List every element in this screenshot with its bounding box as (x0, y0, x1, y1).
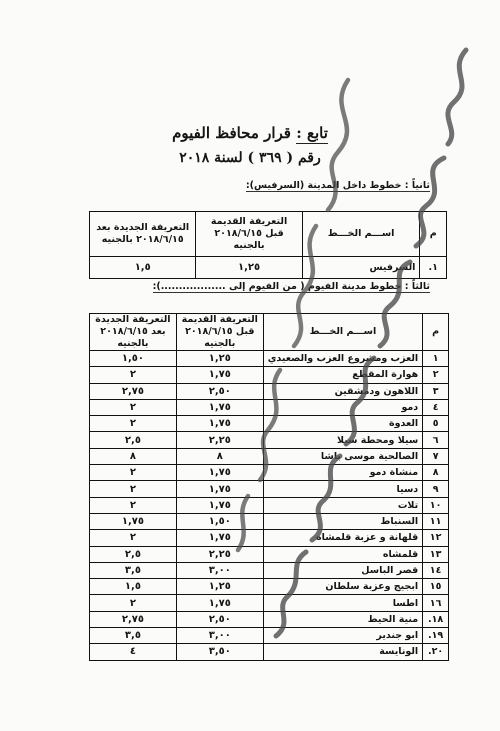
row-index: ١٢ (423, 530, 449, 546)
row-new-fare: ٢,٧٥ (90, 611, 177, 627)
row-line-name: تلات (263, 497, 423, 513)
table-row (90, 399, 449, 415)
table-row (90, 546, 449, 562)
row-new-fare: ٢ (90, 416, 177, 432)
table-row (90, 530, 449, 546)
row-line-name: اطسا (263, 595, 423, 611)
row-new-fare: ٣,٥ (90, 628, 177, 644)
col-new-fare-header: التعريفة الجديدة بعد ٢٠١٨/٦/١٥ بالجنيه (90, 212, 196, 257)
table-row (90, 351, 449, 367)
row-index: ٢ (423, 367, 449, 383)
table-row (90, 448, 449, 464)
row-old-fare: ٨ (176, 448, 263, 464)
row-line-name: السرفيس (302, 257, 420, 279)
row-line-name: السنباط (263, 513, 423, 529)
row-index: ١٨. (423, 611, 449, 627)
row-line-name: قلمشاه (263, 546, 423, 562)
row-old-fare: ١,٧٥ (176, 367, 263, 383)
row-new-fare: ٢,٥ (90, 546, 177, 562)
row-old-fare: ١,٧٥ (176, 530, 263, 546)
row-index: ٨ (423, 465, 449, 481)
row-index: ١ (423, 351, 449, 367)
row-old-fare: ٢,٥٠ (176, 383, 263, 399)
table-row (90, 513, 449, 529)
row-line-name: ابجيج وعزبة سلطان (263, 579, 423, 595)
page-title (0, 124, 500, 142)
row-index: ٦ (423, 432, 449, 448)
table-row (90, 416, 449, 432)
row-index: ٢٠. (423, 644, 449, 660)
row-index: ١٠ (423, 497, 449, 513)
row-line-name: العدوة (263, 416, 423, 432)
row-old-fare: ٢,٥٠ (176, 611, 263, 627)
row-new-fare: ٢ (90, 481, 177, 497)
title-text: قرار محافظ الفيوم (172, 124, 291, 142)
row-old-fare: ١,٧٥ (176, 481, 263, 497)
table-row (90, 497, 449, 513)
row-new-fare: ٣,٥ (90, 562, 177, 578)
row-old-fare: ٢,٢٥ (176, 432, 263, 448)
row-old-fare: ١,٢٥ (176, 579, 263, 595)
row-index: ١٦ (423, 595, 449, 611)
row-index: ١٩. (423, 628, 449, 644)
row-index: ١٣ (423, 546, 449, 562)
row-line-name: ابو جندير (263, 628, 423, 644)
row-new-fare: ١,٥ (90, 579, 177, 595)
city-lines-fares-table (89, 313, 449, 661)
row-line-name: قصر الباسل (263, 562, 423, 578)
row-line-name: اللاهون ودمشقين (263, 383, 423, 399)
col-new-fare-header: التعريفة الجديدة بعد ٢٠١٨/٦/١٥ بالجنيه (90, 314, 177, 351)
row-new-fare: ٢ (90, 530, 177, 546)
section-two-heading (246, 180, 430, 191)
row-line-name: دسيا (263, 481, 423, 497)
col-line-name-header: اســـم الخـــط (302, 212, 420, 257)
row-index: ١٤ (423, 562, 449, 578)
row-old-fare: ١,٧٥ (176, 497, 263, 513)
row-line-name: الونايسة (263, 644, 423, 660)
row-old-fare: ٣,٥٠ (176, 644, 263, 660)
row-new-fare: ١,٧٥ (90, 513, 177, 529)
row-index: ٧ (423, 448, 449, 464)
row-new-fare: ٢,٧٥ (90, 383, 177, 399)
row-old-fare: ١,٧٥ (176, 399, 263, 415)
row-old-fare: ١,٢٥ (176, 351, 263, 367)
row-old-fare: ٣,٠٠ (176, 628, 263, 644)
row-new-fare: ٨ (90, 448, 177, 464)
row-new-fare: ٢ (90, 367, 177, 383)
row-index: ١٥ (423, 579, 449, 595)
section-two-heading-text: ثانياً : خطوط داخل المدينة (السرفيس): (245, 180, 430, 191)
row-index: ٥ (423, 416, 449, 432)
row-line-name: الصالحية موسى باشا (263, 448, 423, 464)
row-new-fare: ٢ (90, 465, 177, 481)
row-old-fare: ١,٧٥ (176, 465, 263, 481)
col-line-name-header: اســـم الخـــط (263, 314, 423, 351)
section-three-heading-text: ثالثاً : خطوط مدينة الفيوم ( من الفيوم إلى ..................): (152, 281, 430, 292)
col-index-header: م (420, 212, 447, 257)
row-index: ٩ (423, 481, 449, 497)
row-line-name: دمو (263, 399, 423, 415)
row-new-fare: ٢ (90, 399, 177, 415)
table-header-row (90, 212, 447, 257)
row-old-fare: ٢,٢٥ (176, 546, 263, 562)
row-new-fare: ٢,٥ (90, 432, 177, 448)
table-row (90, 611, 449, 627)
row-new-fare: ١,٥٠ (90, 351, 177, 367)
col-index-header: م (423, 314, 449, 351)
row-index: ٣ (423, 383, 449, 399)
row-new-fare: ٢ (90, 595, 177, 611)
table-row (90, 562, 449, 578)
row-line-name: منشاة دمو (263, 465, 423, 481)
row-new-fare: ٤ (90, 644, 177, 660)
table-header-row (90, 314, 449, 351)
table-row (90, 383, 449, 399)
title-lead: تابع : (296, 124, 328, 142)
row-line-name: العزب ومشروع العزب والصعيدي (263, 351, 423, 367)
table-row (90, 595, 449, 611)
service-fares-table (89, 211, 447, 279)
service-fares-body (90, 257, 447, 279)
col-old-fare-header: التعريفة القديمة قبل ٢٠١٨/٦/١٥ بالجنيه (196, 212, 302, 257)
section-three-heading (153, 281, 430, 292)
row-old-fare: ١,٥٠ (176, 513, 263, 529)
row-index: ٤ (423, 399, 449, 415)
table-row (90, 432, 449, 448)
row-old-fare: ١,٧٥ (176, 595, 263, 611)
row-line-name: سيلا ومحطة سيلا (263, 432, 423, 448)
table-row (90, 367, 449, 383)
col-old-fare-header: التعريفة القديمة قبل ٢٠١٨/٦/١٥ بالجنيه (176, 314, 263, 351)
table-row (90, 628, 449, 644)
table-row (90, 644, 449, 660)
row-line-name: هوارة المقطع (263, 367, 423, 383)
row-index: ١. (420, 257, 447, 279)
row-line-name: قلهانة و عزبة قلمشاه (263, 530, 423, 546)
row-old-fare: ١,٧٥ (176, 416, 263, 432)
table-row (90, 465, 449, 481)
decree-number: رقم ( ٣٦٩ ) لسنة ٢٠١٨ (179, 150, 321, 166)
row-old-fare: ١,٢٥ (196, 257, 302, 279)
table-row (90, 481, 449, 497)
row-old-fare: ٣,٠٠ (176, 562, 263, 578)
table-row (90, 579, 449, 595)
row-new-fare: ٢ (90, 497, 177, 513)
row-index: ١١ (423, 513, 449, 529)
row-line-name: منية الحيط (263, 611, 423, 627)
city-lines-fares-body (90, 351, 449, 661)
table-row (90, 257, 447, 279)
row-new-fare: ١,٥ (90, 257, 196, 279)
